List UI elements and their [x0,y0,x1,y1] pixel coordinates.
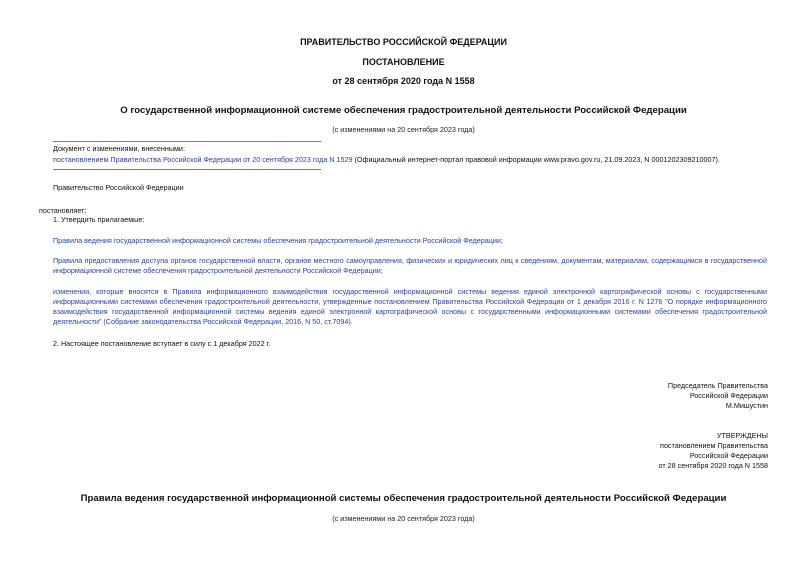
item-1: 1. Утвердить прилагаемые: [53,215,145,224]
government-heading: ПРАВИТЕЛЬСТВО РОССИЙСКОЙ ФЕДЕРАЦИИ [300,37,507,47]
approval-block [659,431,768,471]
signature-name: М.Мишустин [725,401,768,410]
approval-line-1: УТВЕРЖДЕНЫ [716,431,768,440]
rule-2-link[interactable]: Правила предоставления доступа органов государственной власти, органов местного самоуправления, физических и юридических лиц к сведениям, документам, материалам, содержащимся в государственной информационной системе обеспечения градостроительной деятельности Российской Федерации; [53,256,767,275]
amendments-label: Документ с изменениями, внесенными: [53,144,185,153]
document-title: О государственной информационной системе обеспечения градостроительной деятельности Российской Федерации [120,105,687,116]
amendment-link[interactable]: постановлением Правительства Российской Федерации от 20 сентября 2023 года N 1529 [53,155,353,164]
signature-line-1: Председатель Правительства [667,381,768,390]
edition-note: (с изменениями на 20 сентября 2023 года) [332,125,475,134]
item-2: 2. Настоящее постановление вступает в силу с 1 декабря 2022 г. [53,339,271,348]
signature-block [668,381,768,411]
approval-line-4: от 28 сентября 2020 года N 1558 [658,461,768,470]
rule-3-link[interactable]: изменения, которые вносятся в Правила информационного взаимодействия государственной информационной системы ведения единой электронной картографической основы с государственными информационными системами обеспечения градостроительной деятельности, утвержденные постановлением Правительства Российской Федерации от 1 декабря 2016 г. N 1276 "О порядке информационного взаимодействия государственной информационной системы ведения единой электронной картографической основы с государственными информационными системами обеспечения градостроительной деятельности" (Собрание законодательства Российской Федерации, 2016, N 50, ст.7094). [53,287,767,326]
document-type-heading: ПОСТАНОВЛЕНИЕ [362,57,445,67]
decrees-text: постановляет: [39,206,87,215]
approval-line-2: постановлением Правительства [660,441,768,450]
issuer-text: Правительство Российской Федерации [53,183,184,192]
signature-line-2: Российской Федерации [689,391,768,400]
rules-title: Правила ведения государственной информационной системы обеспечения градостроительной деятельности Российской Федерации [80,493,727,504]
rule-1-link[interactable]: Правила ведения государственной информационной системы обеспечения градостроительной деятельности Российской Федерации; [53,236,503,245]
document-date-number: от 28 сентября 2020 года N 1558 [332,76,475,86]
approval-line-3: Российской Федерации [689,451,768,460]
amendments-line [53,155,720,164]
amendments-bottom-rule [53,169,321,170]
rules-edition-note: (с изменениями на 20 сентября 2023 года) [332,514,475,523]
amendments-top-rule [53,141,321,142]
amendment-source: (Официальный интернет-портал правовой информации www.pravo.gov.ru, 21.09.2023, N 0001202309210007). [352,155,720,164]
